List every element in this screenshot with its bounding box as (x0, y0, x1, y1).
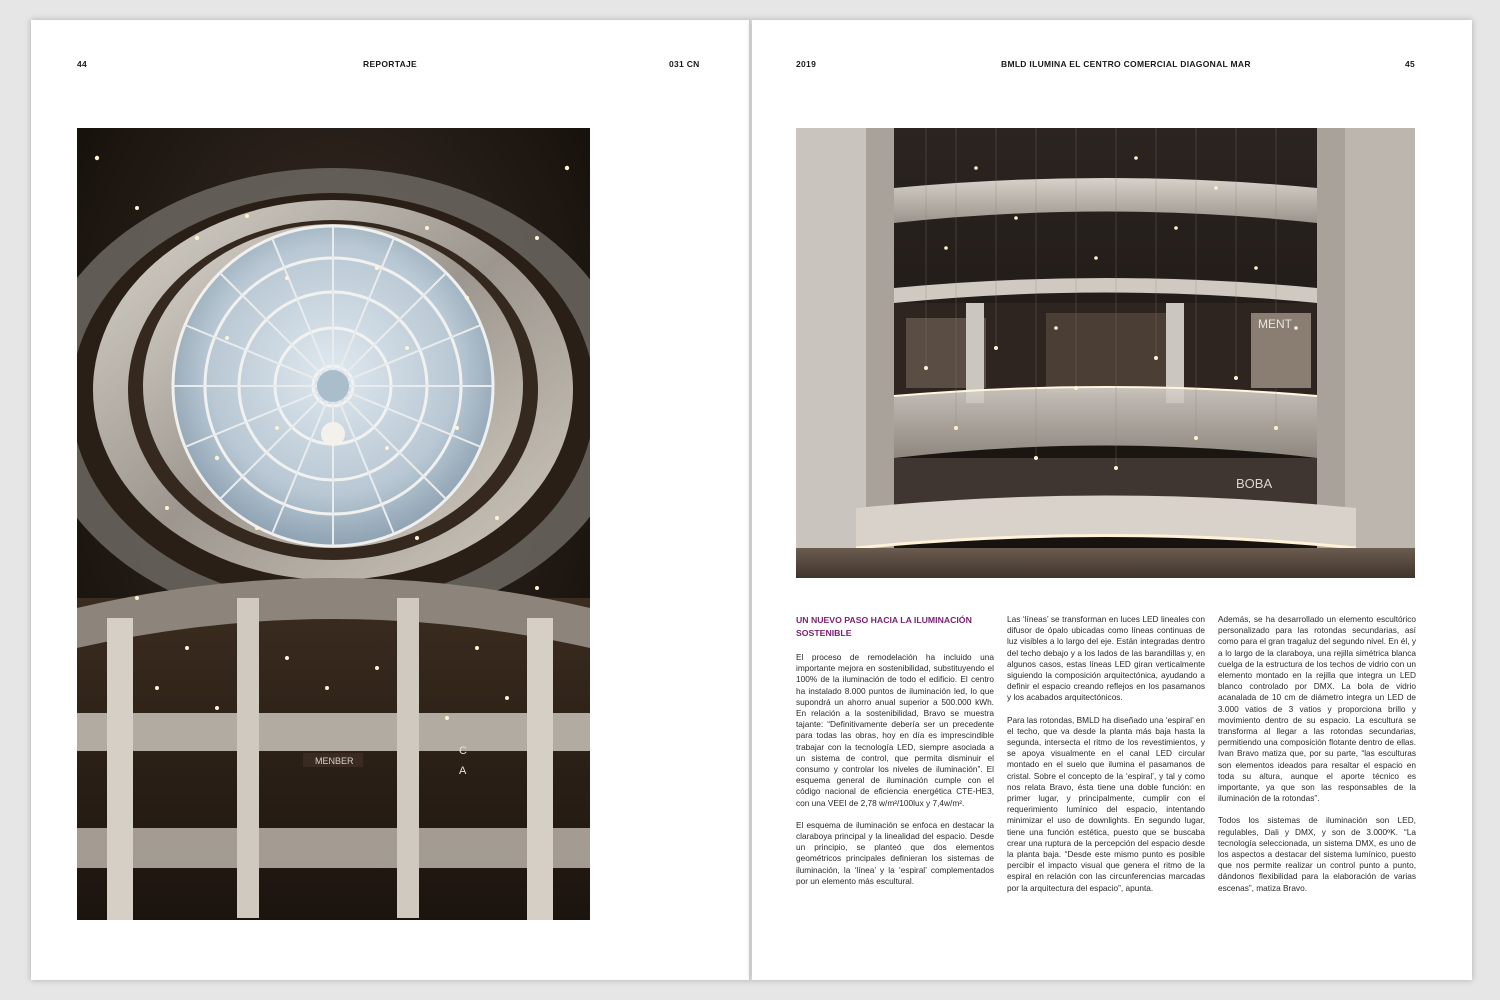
year-label: 2019 (796, 59, 817, 69)
signage-text: BOBA (1236, 476, 1273, 491)
article-column-3 (1218, 614, 1416, 905)
page-number-left: 44 (77, 59, 88, 69)
article-paragraph: Las ‘líneas’ se transforman en luces LED lineales con difusor de ópalo ubicadas como líneas continuas de luz visibles a lo largo del eje. Están integradas dentro del techo debajo y a los lados de las barandillas y, en algunos casos, estas líneas LED giran verticalmente siguiendo la composición arquitectónica, ayudando a definir el espacio creando reflejos en los pasamanos y los acabados arquitectónicos. (1007, 614, 1205, 703)
signage-text: MENT (1258, 317, 1292, 331)
left-page (31, 20, 751, 980)
article-paragraph: Todos los sistemas de iluminación son LED, regulables, Dali y DMX, y son de 3.000ºK. “La tecnología seleccionada, un sistema DMX, es uno de los aspectos a destacar del sistema lumínico, puesto que nos permite realizar un control punto a punto, dándonos flexibilidad para la elaboración de varias escenas”, matiza Bravo. (1218, 815, 1416, 893)
article-heading: UN NUEVO PASO HACIA LA ILUMINACIÓN SOSTENIBLE (796, 615, 972, 638)
article-paragraph: Además, se ha desarrollado un elemento escultórico personalizado para las rotondas secundarias, así como para el gran tragaluz del segundo nivel. En él, y a lo largo de la claraboya, una rejilla simétrica blanca cuelga de la estructura de los techos de vidrio con un elemento montado en la rejilla que integra un LED blanco controlado por DMX. La bola de vidrio acanalada de 10 cm de diámetro integra un LED de 3.000 vatios de 3 vatios y proporciona brillo y movimiento dentro de su espacio. La escultura se transforma al llegar a las rotondas secundarias, permitiendo una composición flotante dentro de ellas. Ivan Bravo matiza que, por su parte, “las esculturas son elementos ideados para resaltar el espacio en toda su altura, aunque el aporte técnico es importante, ya que son las responsables de la iluminación de la rotondas”. (1218, 614, 1416, 804)
page-number-right: 45 (1405, 59, 1416, 69)
article-paragraph: Para las rotondas, BMLD ha diseñado una ‘espiral’ en el techo, que va desde la planta más baja hasta la segunda, intersecta el ritmo de los revestimientos, y se apoya visualmente en el canal LED circular montado en el suelo que ilumina el pasamanos de cristal. Sobre el concepto de la ‘espiral’, y tal y como nos relata Bravo, ésta tiene una doble función: en primer lugar, y principalmente, cumplir con el requerimiento lumínico del espacio, intentando minimizar el uso de downlights. En segundo lugar, tiene una función estética, puesto que se buscaba crear una ruptura de la percepción del espacio desde la planta baja. “Desde este mismo punto es posible percibir el impacto visual que genera el ritmo de la espiral en relación con las circunferencias marcadas por la arquitectura del espacio”, apunta. (1007, 714, 1206, 893)
article-paragraph: El esquema de iluminación se enfoca en destacar la claraboya principal y la linealidad del espacio. Desde un principio, se planteó que dos elementos geométricos principales definieran los sistemas de iluminación, la ‘línea’ y la ‘espiral’ complementados por un elemento más escultural. (796, 819, 994, 886)
section-title: REPORTAJE (363, 59, 418, 69)
signage-text: MENBER (315, 756, 354, 766)
rotunda-interior-photo (796, 128, 1415, 578)
article-column-1 (796, 614, 994, 898)
signage-text: C (459, 745, 467, 757)
issue-number: 031 CN (669, 59, 700, 69)
signage-text: A (459, 765, 467, 777)
article-column-2 (1007, 614, 1205, 905)
right-page (752, 20, 1472, 980)
article-paragraph: El proceso de remodelación ha incluido una importante mejora en sostenibilidad, substituyendo el 100% de la iluminación de todo el edificio. El centro ha instalado 8.000 puntos de iluminación led, lo que supondrá un ahorro anual superior a 500.000 kWh. En relación a la sostenibilidad, Bravo se muestra tajante: “Definitivamente debería ser un precedente para todas las obras, hoy en día es imprescindible trabajar con la tecnología LED, siempre asociada a un sistema de control, que permita disminuir el consumo y controlar los niveles de iluminación”. El esquema general de iluminación cumple con el código nacional de eficiencia energética CTE-HE3, con una VEEI de 2,78 w/m²/100lux y 7,4w/m². (796, 652, 994, 808)
skylight-dome-photo (77, 128, 590, 920)
running-title: BMLD ILUMINA EL CENTRO COMERCIAL DIAGONAL MAR (1001, 59, 1251, 69)
